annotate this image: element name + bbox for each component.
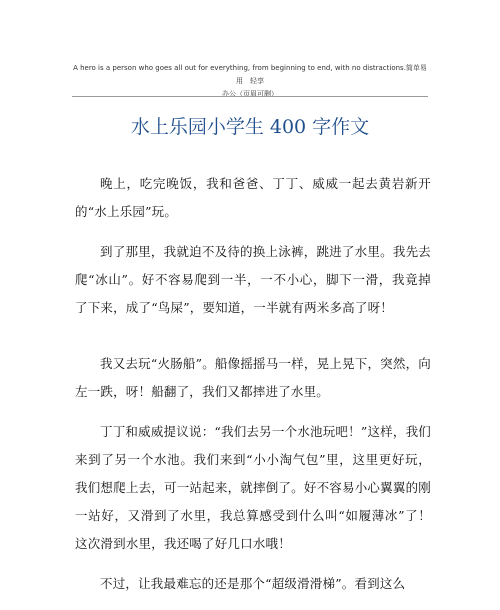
essay-paragraph-2: 到了那里，我就迫不及待的换上泳裤，跳进了水里。我先去爬“冰山”。好不容易爬到一半，一不小心，脚下一滑，我竟掉了下来，成了“鸟屎”，要知道，一半就有两米多高了呀！ bbox=[75, 244, 431, 315]
header-line-1: A hero is a person who goes all out for everything, from beginning to end, with no distractions.简单易用 轻享 bbox=[73, 64, 427, 85]
header-divider bbox=[72, 96, 428, 97]
header-line-2: 办公（页眉可删） bbox=[222, 90, 278, 98]
essay-paragraph-1: 晚上，吃完晚饭，我和爸爸、丁丁、威威一起去黄岩新开的“水上乐园”玩。 bbox=[75, 176, 431, 219]
essay-body bbox=[75, 170, 431, 610]
essay-title: 水上乐园小学生 400 字作文 bbox=[130, 116, 370, 138]
essay-paragraph-3: 我又去玩“火肠船”。船像摇摇马一样，晃上晃下，突然，向左一跌，呀！船翻了，我们又都摔进了水里。 bbox=[75, 356, 431, 399]
essay-paragraph-4: 丁丁和威威提议说：“我们去另一个水池玩吧！”这样，我们来到了另一个水池。我们来到“小小淘气包”里，这里更好玩，我们想爬上去，可一站起来，就摔倒了。好不容易小心翼翼的刚一站好，又滑到了水里，我总算感受到什么叫“如履薄冰”了！这次滑到水里，我还喝了好几口水哦！ bbox=[75, 424, 431, 551]
essay-paragraph-5: 不过，让我最难忘的还是那个“超级滑滑梯”。看到这么 bbox=[100, 576, 406, 591]
